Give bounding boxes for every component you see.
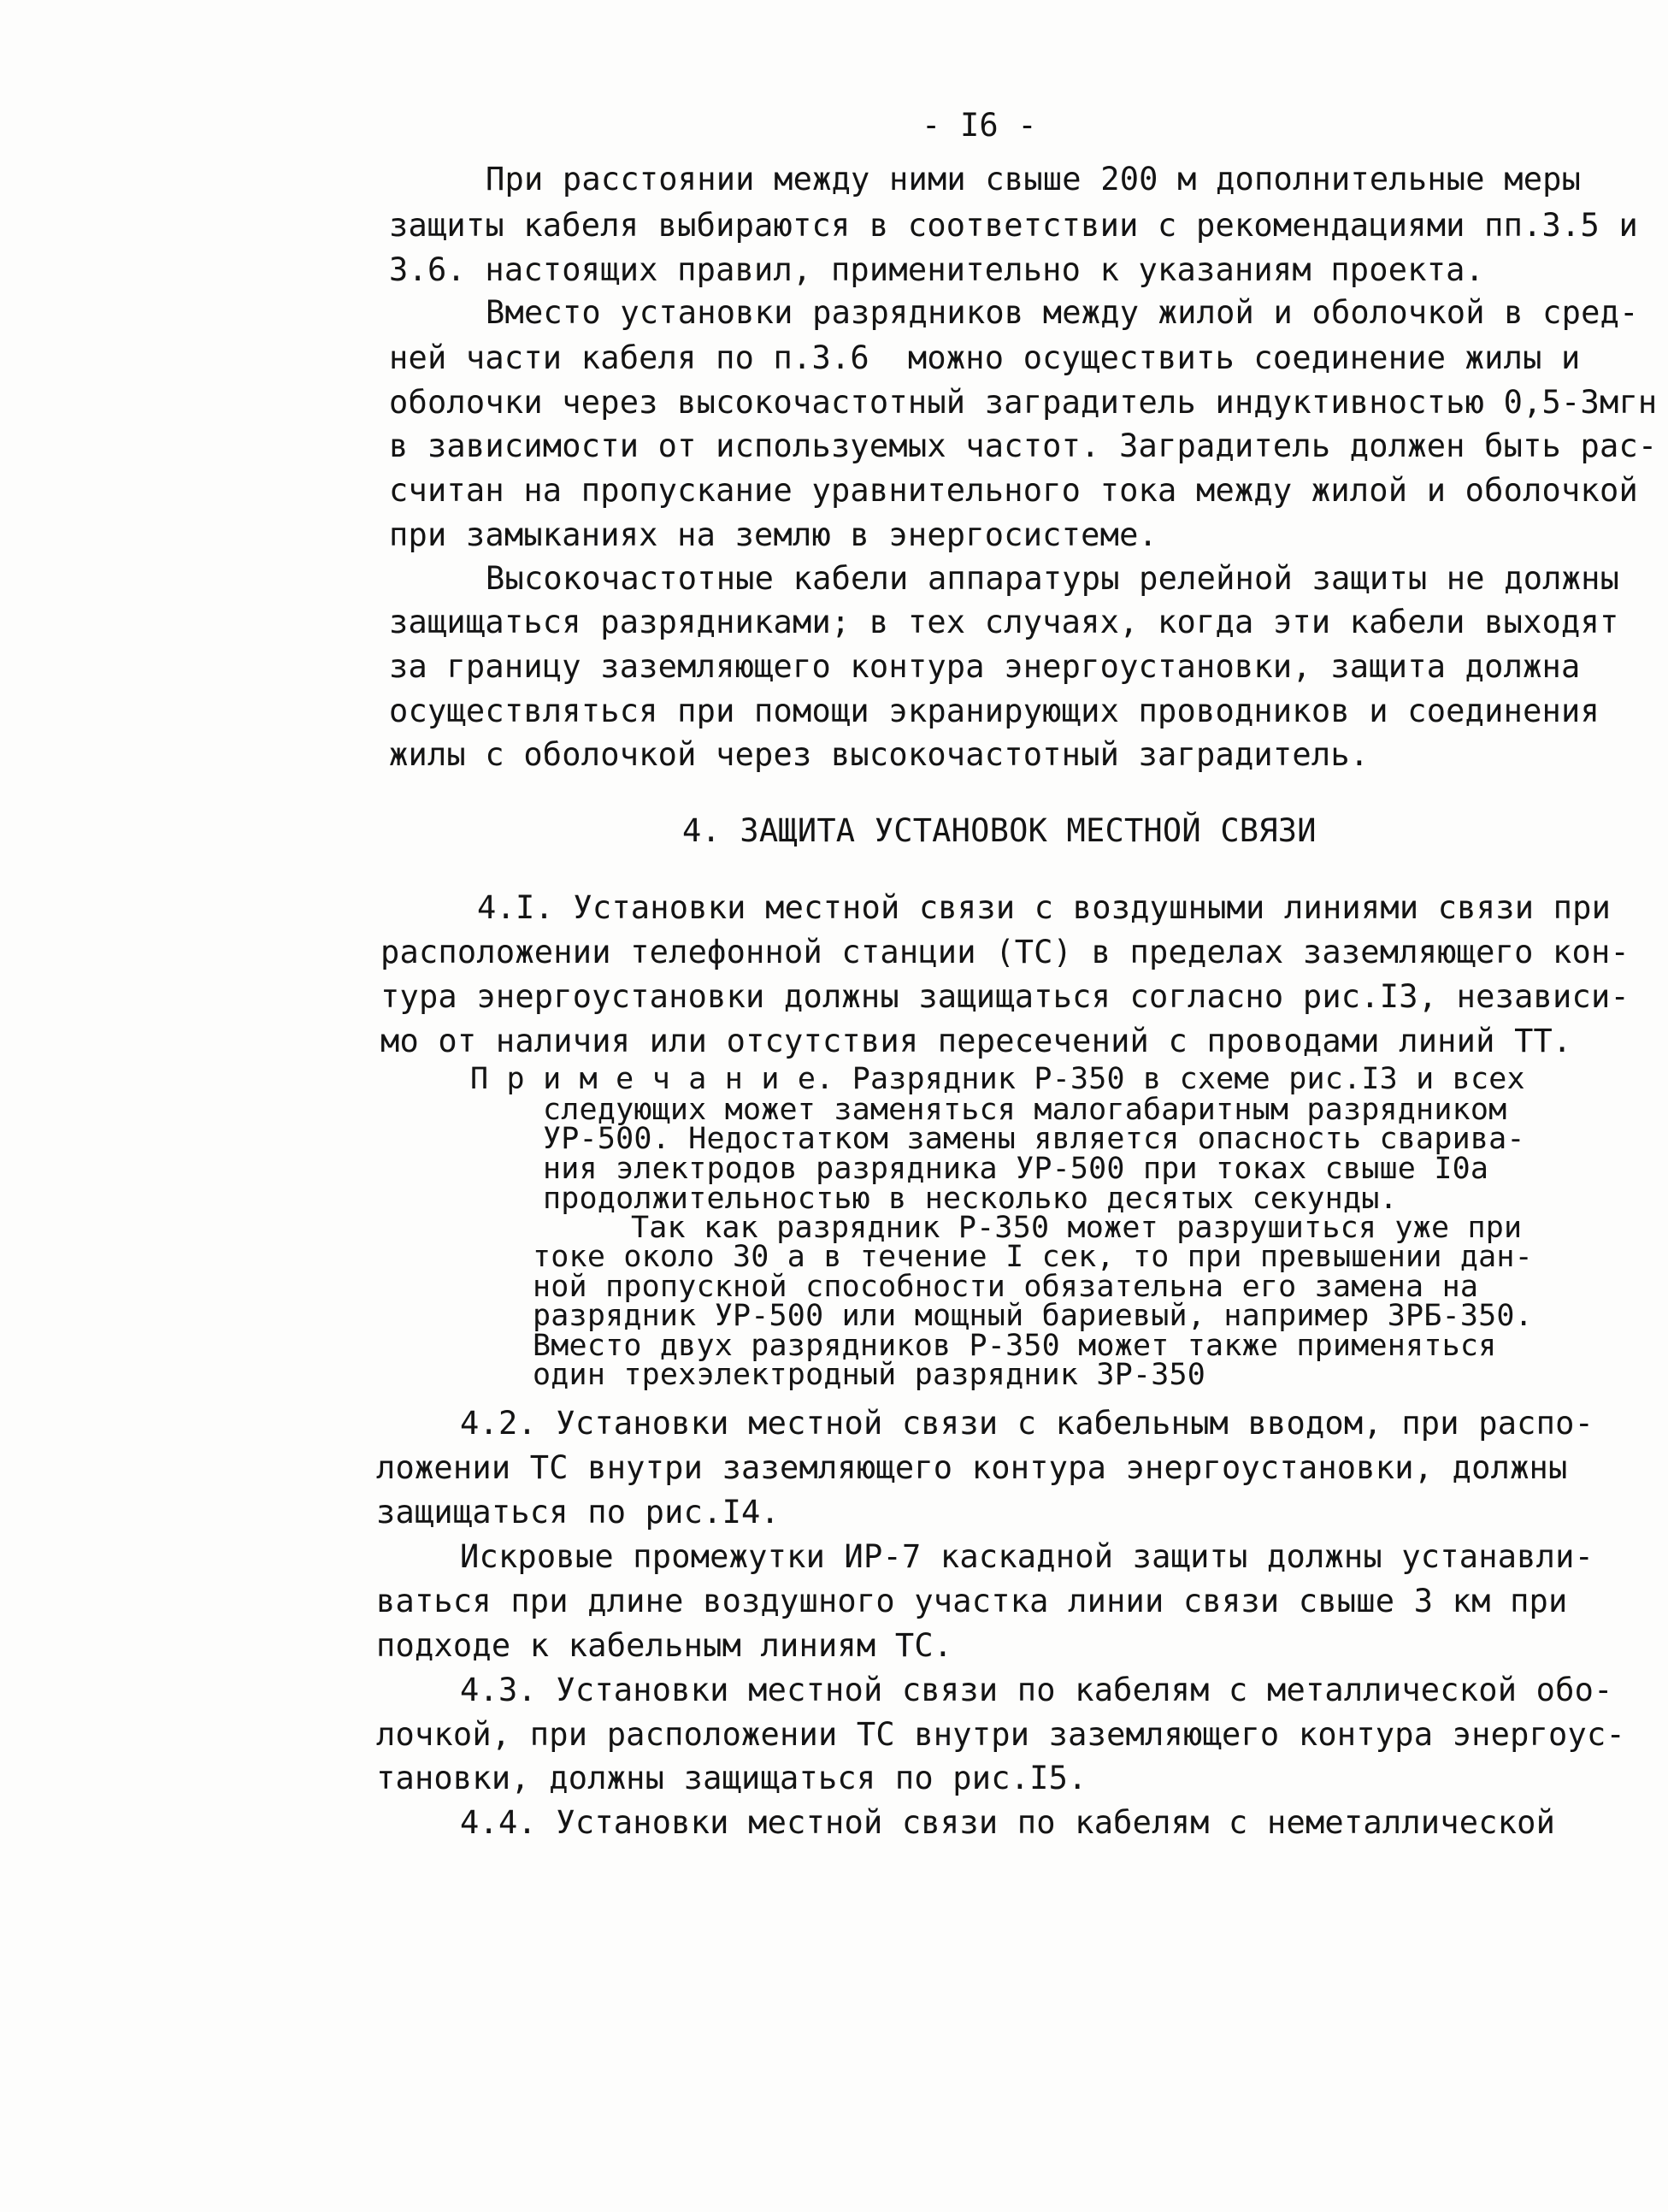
text-line: осуществляться при помощи экранирующих проводников и соединения [389, 693, 1600, 729]
text-line: При расстоянии между ними свыше 200 м дополнительные меры [486, 161, 1582, 198]
text-line: лочкой, при расположении ТС внутри заземляющего контура энергоус- [376, 1716, 1625, 1753]
text-line: мо от наличия или отсутствия пересечений с проводами линий ТТ. [380, 1023, 1572, 1059]
text-line: 4.3. Установки местной связи по кабелям с металлической обо- [460, 1672, 1613, 1708]
text-line: при замыканиях на землю в энергосистеме. [389, 516, 1158, 553]
note-line: Вместо двух разрядников Р-350 может также применяться [533, 1329, 1497, 1363]
text-line: защиты кабеля выбираются в соответствии с рекомендациями пп.3.5 и [389, 207, 1638, 244]
note-line: УР-500. Недостатком замены является опасность сварива- [543, 1122, 1525, 1156]
text-line: ваться при длине воздушного участка линии связи свыше 3 км при [376, 1583, 1568, 1619]
text-line: ней части кабеля по п.3.6 можно осуществить соединение жилы и [389, 339, 1581, 376]
note-line: продолжительностью в несколько десятых секунды. [543, 1182, 1398, 1216]
text-line: за границу заземляющего контура энергоустановки, защита должна [389, 648, 1581, 685]
text-line: Высокочастотные кабели аппаратуры релейной защиты не должны [486, 560, 1620, 597]
text-line: 3.6. настоящих правил, применительно к указаниям проекта. [389, 251, 1485, 288]
note-line: ной пропускной способности обязательна его замена на [533, 1270, 1479, 1304]
note-line: разрядник УР-500 или мощный бариевый, например 3РБ-350. [533, 1299, 1533, 1333]
text-line: в зависимости от используемых частот. Заградитель должен быть рас- [389, 428, 1658, 464]
note-line: токе около 30 а в течение I сек, то при превышении дан- [533, 1240, 1533, 1274]
text-line: тановки, должны защищаться по рис.I5. [376, 1760, 1087, 1796]
note-line: П р и м е ч а н и е. Разрядник Р-350 в схеме рис.I3 и всех [470, 1062, 1525, 1096]
text-line: тура энергоустановки должны защищаться согласно рис.I3, независи- [380, 978, 1630, 1015]
text-line: расположении телефонной станции (ТС) в пределах заземляющего кон- [380, 934, 1630, 970]
note-line: ния электродов разрядника УР-500 при токах свыше I0а [543, 1152, 1489, 1186]
text-line: считан на пропускание уравнительного тока между жилой и оболочкой [389, 472, 1638, 509]
text-line: 4.4. Установки местной связи по кабелям с неметаллической [460, 1804, 1556, 1841]
text-line: Искровые промежутки ИР-7 каскадной защиты должны устанавли- [460, 1538, 1594, 1575]
note-line: Так как разрядник Р-350 может разрушиться уже при [631, 1211, 1523, 1245]
text-line: оболочки через высокочастотный заградитель индуктивностью 0,5-3мгн [389, 384, 1658, 421]
text-line: 4.I. Установки местной связи с воздушными линиями связи при [477, 889, 1612, 926]
note-line: один трехэлектродный разрядник 3Р-350 [533, 1358, 1206, 1392]
text-line: ложении ТС внутри заземляющего контура энергоустановки, должны [376, 1449, 1568, 1486]
page-number: - I6 - [922, 107, 1037, 144]
text-line: защищаться по рис.I4. [376, 1494, 780, 1531]
text-line: 4.2. Установки местной связи с кабельным вводом, при распо- [460, 1405, 1594, 1442]
text-line: Вместо установки разрядников между жилой и оболочкой в сред- [486, 294, 1639, 331]
text-line: подходе к кабельным линиям ТС. [376, 1627, 953, 1664]
note-line: следующих может заменяться малогабаритным разрядником [543, 1093, 1507, 1127]
section-heading: 4. ЗАЩИТА УСТАНОВОК МЕСТНОЙ СВЯЗИ [682, 812, 1317, 849]
text-line: защищаться разрядниками; в тех случаях, когда эти кабели выходят [389, 604, 1619, 640]
text-line: жилы с оболочкой через высокочастотный заградитель. [389, 736, 1370, 773]
